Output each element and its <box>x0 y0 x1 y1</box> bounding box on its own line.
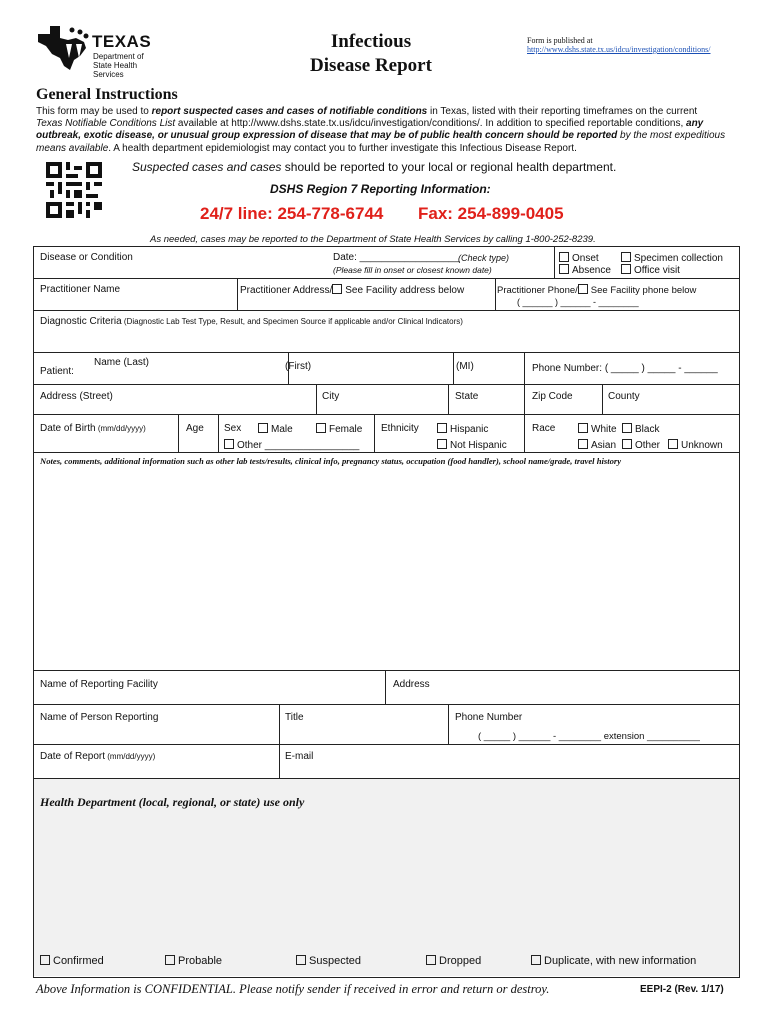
sex-other-checkbox[interactable]: Other _________________ <box>224 439 359 451</box>
patient-first-name-field[interactable]: (First) <box>285 361 312 372</box>
absence-checkbox[interactable]: Absence <box>559 264 611 276</box>
address-street-field[interactable]: Address (Street) <box>40 391 113 402</box>
instructions-paragraph: This form may be used to report suspected cases and cases of notifiable conditions in Texas, listed with their reporting timeframes on the current Texas Notifiable Conditions List available at http://www.dshs.state.tx.us/idcu/investigation/conditions/. In addition to specified reportable conditions, any outbreak, exotic disease, or unusual group expression of disease that may be of public health concern should be reported by the most expeditious means available. A health department epidemiologist may contact you to further investigate this Infectious Disease Report. <box>36 106 726 154</box>
not-hispanic-checkbox[interactable]: Not Hispanic <box>437 439 507 451</box>
confidential-notice: Above Information is CONFIDENTIAL. Please notify sender if received in error and return or destroy. <box>36 982 550 996</box>
sex-female-checkbox[interactable]: Female <box>316 423 362 435</box>
confirmed-checkbox[interactable]: Confirmed <box>40 955 104 967</box>
race-white-checkbox[interactable]: White <box>578 423 617 435</box>
logo-dept-line1: Department of <box>93 52 144 61</box>
reporting-facility-field[interactable]: Name of Reporting Facility <box>40 679 158 690</box>
patient-last-name-field[interactable]: Name (Last) <box>94 357 150 368</box>
race-asian-checkbox[interactable]: Asian <box>578 439 616 451</box>
form-id: EEPI-2 (Rev. 1/17) <box>640 984 724 995</box>
sex-label: Sex <box>224 423 242 434</box>
practitioner-name-field[interactable]: Practitioner Name <box>40 284 121 295</box>
race-label: Race <box>532 423 556 434</box>
logo-texas-text: TEXAS <box>92 32 152 51</box>
title-line1: Infectious <box>330 31 412 52</box>
texas-state-icon <box>36 24 94 72</box>
duplicate-checkbox[interactable]: Duplicate, with new information <box>531 955 696 967</box>
fax-number: Fax: 254-899-0405 <box>418 204 564 223</box>
health-department-use-heading: Health Department (local, regional, or state) use only <box>40 795 305 809</box>
date-of-report-field[interactable]: Date of Report (mm/dd/yyyy) <box>40 751 156 762</box>
published-label: Form is published at <box>527 36 593 45</box>
as-needed-note: As needed, cases may be reported to the Department of State Health Services by calling 1-800-252-8239. <box>150 234 596 245</box>
county-field[interactable]: County <box>608 391 640 402</box>
sex-male-checkbox[interactable]: Male <box>258 423 293 435</box>
disease-condition-field[interactable]: Disease or Condition <box>40 252 133 263</box>
patient-phone-field[interactable]: Phone Number: ( _____ ) _____ - ______ <box>532 363 718 374</box>
suspected-checkbox[interactable]: Suspected <box>296 955 361 967</box>
title-field[interactable]: Title <box>285 712 304 723</box>
race-black-checkbox[interactable]: Black <box>622 423 659 435</box>
check-type-label: (Check type) <box>458 253 510 263</box>
specimen-collection-checkbox[interactable]: Specimen collection <box>621 252 723 264</box>
reporter-phone-field[interactable]: ( _____ ) ______ - ________ extension __________ <box>478 731 700 742</box>
diagnostic-criteria-field[interactable]: Diagnostic Criteria (Diagnostic Lab Test Type, Result, and Specimen Source if applicable and/or Clinical Indicators) <box>40 316 463 327</box>
form-title <box>296 30 446 78</box>
person-reporting-field[interactable]: Name of Person Reporting <box>40 712 159 723</box>
race-unknown-checkbox[interactable]: Unknown <box>668 439 723 451</box>
facility-address-field[interactable]: Address <box>393 679 430 690</box>
practitioner-phone-field[interactable]: Practitioner Phone/ See Facility phone below <box>497 285 697 296</box>
instructions-heading: General Instructions <box>36 86 178 103</box>
onset-checkbox[interactable]: Onset <box>559 252 599 264</box>
office-visit-checkbox[interactable]: Office visit <box>621 264 680 276</box>
age-field[interactable]: Age <box>186 423 204 434</box>
zip-code-field[interactable]: Zip Code <box>532 391 573 402</box>
date-of-birth-field[interactable]: Date of Birth (mm/dd/yyyy) <box>40 423 146 434</box>
ethnicity-label: Ethnicity <box>381 423 419 434</box>
practitioner-address-field[interactable]: Practitioner Address/ See Facility address below <box>240 285 465 296</box>
reporter-phone-label: Phone Number <box>455 712 523 723</box>
title-line2: Disease Report <box>310 55 432 76</box>
notes-field[interactable]: Notes, comments, additional information such as other lab tests/results, clinical info, pregnancy status, occupation (food handler), school name/grade, travel history <box>40 456 622 466</box>
date-field[interactable]: Date: __________________ <box>333 252 460 263</box>
hispanic-checkbox[interactable]: Hispanic <box>437 423 488 435</box>
region-heading: DSHS Region 7 Reporting Information: <box>270 182 491 196</box>
hotline-247: 24/7 line: 254-778-6744 <box>200 204 384 223</box>
race-other-checkbox[interactable]: Other <box>622 439 660 451</box>
city-field[interactable]: City <box>322 391 340 402</box>
suspected-cases-line: Suspected cases and cases should be reported to your local or regional health department. <box>132 160 617 174</box>
date-hint: (Please fill in onset or closest known date) <box>333 265 492 275</box>
email-field[interactable]: E-mail <box>285 751 314 762</box>
logo-dept-line2: State Health Services <box>93 61 138 79</box>
qr-code <box>46 162 102 218</box>
patient-mi-field[interactable]: (MI) <box>456 361 474 372</box>
practitioner-phone-blank[interactable]: ( ______ ) ______ - ________ <box>517 297 639 307</box>
patient-label: Patient: <box>40 366 74 377</box>
dropped-checkbox[interactable]: Dropped <box>426 955 481 967</box>
dshs-logo <box>36 24 166 79</box>
qr-code-icon <box>46 162 102 218</box>
probable-checkbox[interactable]: Probable <box>165 955 222 967</box>
state-field[interactable]: State <box>455 391 479 402</box>
published-url[interactable]: http://www.dshs.state.tx.us/idcu/investigation/conditions/ <box>527 45 711 54</box>
